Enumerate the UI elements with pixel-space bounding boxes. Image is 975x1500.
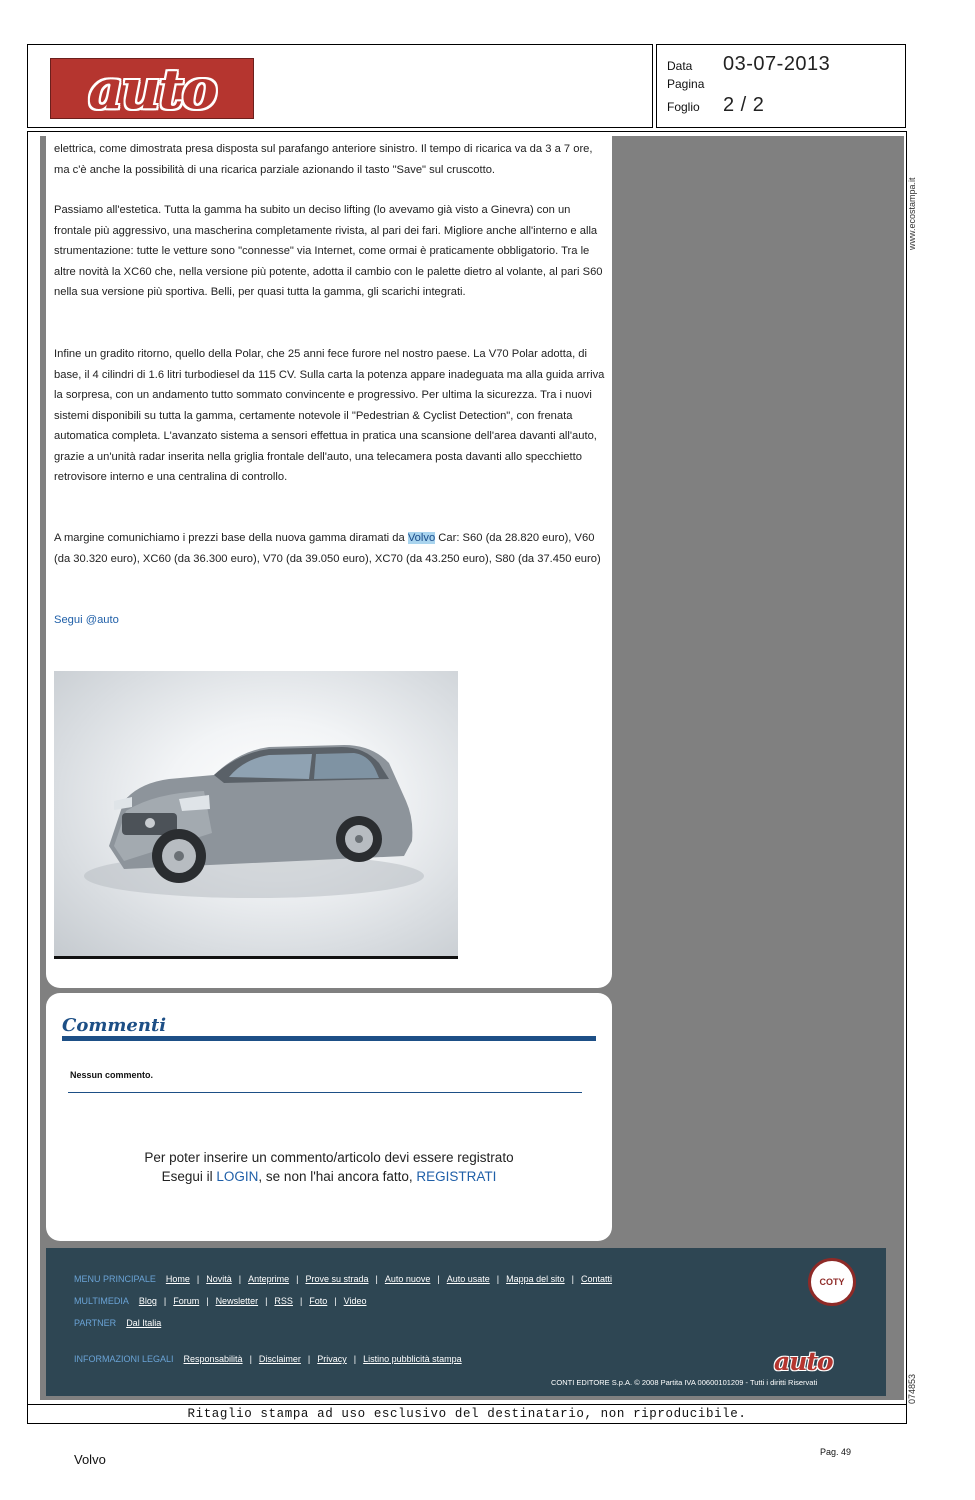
- footer-row-multimedia: MULTIMEDIA Blog | Forum | Newsletter | RSS | Foto | Video: [74, 1296, 367, 1306]
- clipping-notice: Ritaglio stampa ad uso esclusivo del destinatario, non riproducibile.: [27, 1404, 907, 1424]
- footer-link-contatti[interactable]: Contatti: [580, 1274, 613, 1284]
- side-code: 074853: [907, 1373, 917, 1404]
- footer-copyright: CONTI EDITORE S.p.A. © 2008 Partita IVA 00600101209 - Tutti i diritti Riservati: [551, 1378, 818, 1387]
- segui-link[interactable]: Segui @auto: [54, 614, 119, 626]
- page-number: Pag. 49: [820, 1447, 852, 1457]
- article-paragraph-2: Passiamo all'estetica. Tutta la gamma ha subito un deciso lifting (lo avevamo già visto a Ginevra) con un frontale più aggressivo, una mascherina completamente rivista, al pari dei fari. Migliore anche all'interno e alla strumentazione: tutte le vetture sono "connesse" via Internet, come ormai è praticamente obbligatorio. Tra le altre novità la XC60 che, nella versione più potente, adotta il cambio con le palette dietro al volante, al pari S60 nella sua versione più sportiva. Belli, per quasi tutta la gamma, gli scarichi integrati.: [54, 204, 603, 298]
- footer-row-partner: PARTNER Dal Italia: [74, 1318, 162, 1328]
- footer-link-rss[interactable]: RSS: [274, 1296, 293, 1306]
- article-paragraph-3: Infine un gradito ritorno, quello della Polar, che 25 anni fece furore nel nostro paese. La V70 Polar adotta, di base, il 4 cilindri di 1.6 litri turbodiesel da 115 CV. Sulla carta la potenza appare inadeguata ma alla guida arriva la sorpresa, con un andamento tutto sommato convincente e progressivo. Per ultima la sicurezza. Tra i nuovi sistemi disponibili su tutta la gamma, certamente notevole il "Pedestrian & Cyclist Detection", con frenata automatica completa. L'avanzato sistema a sensori effettua in pratica una scansione dell'area davanti all'auto, grazie a un'unità radar inserita nella griglia frontale dell'auto, una telecamera posta davanti allo specchietto retrovisore interno e una centralina di controllo.: [54, 348, 605, 483]
- register-message: Per poter inserire un commento/articolo devi essere registrato Esegui il LOGIN, se non l'hai ancora fatto, REGISTRATI: [144, 1150, 514, 1184]
- footer-link-novita[interactable]: Novità: [206, 1274, 232, 1284]
- comments-panel: [46, 993, 612, 1241]
- footer-link-prove[interactable]: Prove su strada: [305, 1274, 369, 1284]
- footer-link-mappa[interactable]: Mappa del sito: [506, 1274, 565, 1284]
- comments-title: Commenti: [62, 1015, 167, 1036]
- footer-link-responsabilita[interactable]: Responsabilità: [183, 1354, 243, 1364]
- article-paragraph-4: A margine comunichiamo i prezzi base della nuova gamma diramati da Volvo Car: S60 (da 28.820 euro), V60 (da 30.320 euro), XC60 (da 36.300 euro), V70 (da 39.050 euro), XC70 (da 43.250 euro), S80 (da 37.450 euro): [54, 532, 601, 565]
- footer-link-disclaimer[interactable]: Disclaimer: [258, 1354, 301, 1364]
- article-paragraph-1: elettrica, come dimostrata presa disposta sul parafango anteriore sinistro. Il tempo di ricarica va da 3 a 7 ore, ma c'è anche la possibilità di una ricarica parziale azionando il tasto "Save" sul cruscotto.: [54, 143, 593, 176]
- header-meta-box: [656, 44, 906, 128]
- side-url: www.ecostampa.it: [907, 177, 917, 250]
- footer-link-newsletter[interactable]: Newsletter: [215, 1296, 259, 1306]
- data-value: 03-07-2013: [723, 53, 831, 75]
- foglio-label: Foglio: [667, 100, 700, 114]
- site-footer: [46, 1248, 886, 1396]
- car-photo: [54, 671, 458, 959]
- comments-divider: [68, 1092, 582, 1093]
- car-of-the-year-badge: COTY: [808, 1258, 856, 1306]
- footer-link-foto[interactable]: Foto: [309, 1296, 328, 1306]
- no-comments-text: Nessun commento.: [70, 1070, 154, 1080]
- footer-row-menu: MENU PRINCIPALE Home | Novità | Anteprime | Prove su strada | Auto nuove | Auto usate | Mappa del sito | Contatti: [74, 1274, 613, 1284]
- footer-link-anteprime[interactable]: Anteprime: [248, 1274, 290, 1284]
- meta-data-row: [667, 53, 830, 76]
- footer-row-legal: INFORMAZIONI LEGALI Responsabilità | Disclaimer | Privacy | Listino pubblicità stampa: [74, 1354, 462, 1364]
- footer-link-partner[interactable]: Dal Italia: [126, 1318, 162, 1328]
- footer-link-listino[interactable]: Listino pubblicità stampa: [363, 1354, 462, 1364]
- meta-foglio-row: [667, 94, 764, 117]
- foglio-value: 2 / 2: [723, 94, 765, 116]
- auto-logo: auto: [50, 58, 254, 119]
- pagina-label: Pagina: [667, 77, 705, 91]
- meta-pagina-row: [667, 77, 723, 91]
- data-label: Data: [667, 59, 693, 73]
- comments-title-bar: [62, 1036, 596, 1041]
- footer-link-auto-nuove[interactable]: Auto nuove: [384, 1274, 431, 1284]
- source-label: Volvo: [74, 1452, 106, 1467]
- article-panel: [46, 136, 612, 988]
- login-link[interactable]: LOGIN: [216, 1169, 259, 1184]
- footer-link-privacy[interactable]: Privacy: [317, 1354, 347, 1364]
- footer-auto-logo: auto: [774, 1347, 833, 1376]
- footer-link-auto-usate[interactable]: Auto usate: [446, 1274, 490, 1284]
- volvo-highlight[interactable]: Volvo: [407, 532, 436, 544]
- header-logo-box: [27, 44, 653, 128]
- register-link[interactable]: REGISTRATI: [416, 1169, 497, 1184]
- volvo-v70-image: [54, 671, 458, 959]
- footer-link-video[interactable]: Video: [343, 1296, 367, 1306]
- footer-link-home[interactable]: Home: [165, 1274, 190, 1284]
- footer-link-blog[interactable]: Blog: [138, 1296, 157, 1306]
- footer-link-forum[interactable]: Forum: [173, 1296, 200, 1306]
